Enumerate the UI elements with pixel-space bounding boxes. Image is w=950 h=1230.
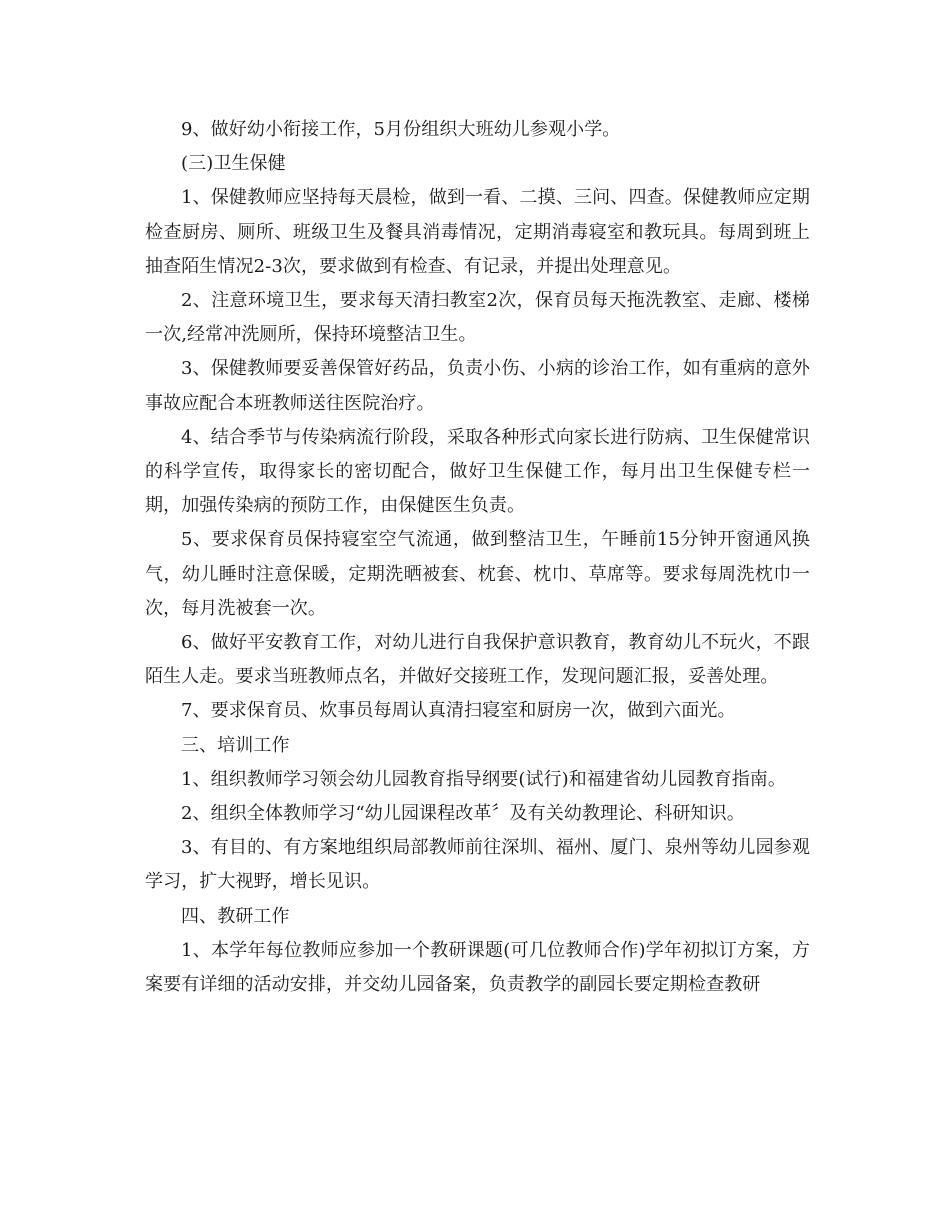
paragraph-health-item-6: 6、做好平安教育工作，对幼儿进行自我保护意识教育，教育幼儿不玩火，不跟陌生人走。要求当班教师点名，并做好交接班工作，发现问题汇报，妥善处理。 xyxy=(145,632,810,688)
paragraph-health-item-3: 3、保健教师要妥善保管好药品，负责小伤、小病的诊治工作，如有重病的意外事故应配合本班教师送往医院治疗。 xyxy=(145,358,810,414)
paragraph-health-item-1: 1、保健教师应坚持每天晨检，做到一看、二摸、三问、四查。保健教师应定期检查厨房、厕所、班级卫生及餐具消毒情况，定期消毒寝室和教玩具。每周到班上抽查陌生情况2-3次，要求做到有检查、有记录，并提出处理意见。 xyxy=(145,187,810,277)
paragraph-health-item-7: 7、要求保育员、炊事员每周认真清扫寝室和厨房一次，做到六面光。 xyxy=(181,700,736,722)
section-heading-health-care: (三)卫生保健 xyxy=(181,153,286,175)
paragraph-research-item-1: 1、本学年每位教师应参加一个教研课题(可几位教师合作)学年初拟订方案，方案要有详细的活动安排，并交幼儿园备案，负责教学的副园长要定期检查教研 xyxy=(145,939,810,996)
paragraph-health-item-5: 5、要求保育员保持寝室空气流通，做到整洁卫生，午睡前15分钟开窗通风换气，幼儿睡时注意保暖，定期洗晒被套、枕套、枕巾、草席等。要求每周洗枕巾一次，每月洗被套一次。 xyxy=(145,529,810,619)
paragraph-health-item-4: 4、结合季节与传染病流行阶段，采取各种形式向家长进行防病、卫生保健常识的科学宣传，取得家长的密切配合，做好卫生保健工作，每月出卫生保健专栏一期，加强传染病的预防工作，由保健医生负责。 xyxy=(145,426,810,517)
paragraph-training-item-1: 1、组织教师学习领会幼儿园教育指导纲要(试行)和福建省幼儿园教育指南。 xyxy=(181,768,786,790)
section-heading-training: 三、培训工作 xyxy=(181,734,290,756)
section-heading-research: 四、教研工作 xyxy=(181,905,290,927)
paragraph-training-item-2: 2、组织全体教师学习“幼儿园课程改革〞及有关幼教理论、科研知识。 xyxy=(181,803,745,825)
paragraph-transition-item-9: 9、做好幼小衔接工作，5月份组织大班幼儿参观小学。 xyxy=(181,119,621,140)
paragraph-training-item-3: 3、有目的、有方案地组织局部教师前往深圳、福州、厦门、泉州等幼儿园参观学习，扩大视野，增长见识。 xyxy=(145,837,810,893)
paragraph-health-item-2: 2、注意环境卫生，要求每天清扫教室2次，保育员每天拖洗教室、走廊、楼梯一次,经常冲洗厕所，保持环境整洁卫生。 xyxy=(145,290,810,346)
document-body xyxy=(145,113,810,1002)
